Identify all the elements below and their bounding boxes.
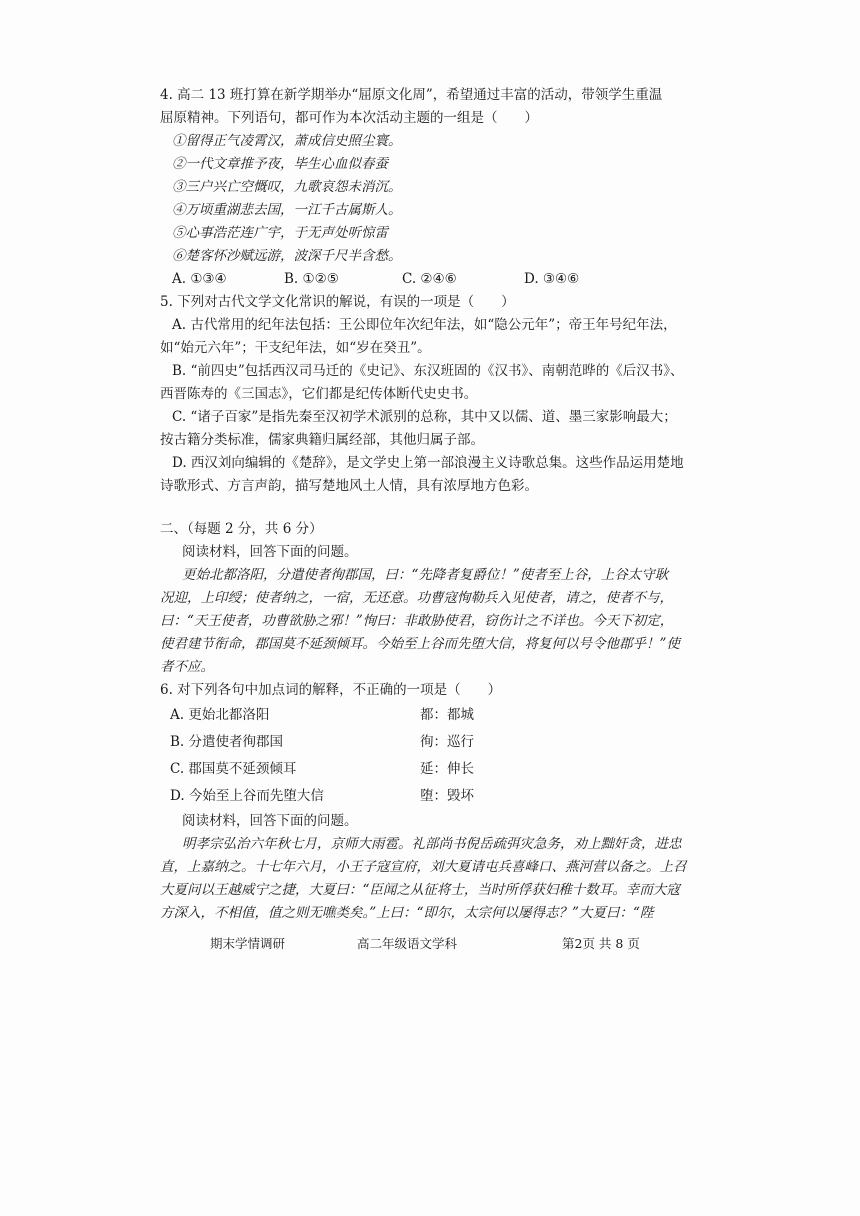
q5-option-line: A. 古代常用的纪年法包括：王公即位年次纪年法，如“隐公元年”；帝王年号纪年法， bbox=[172, 317, 677, 333]
q4-option-d: D. ③④⑥ bbox=[524, 271, 580, 287]
page-footer bbox=[210, 934, 690, 952]
q4-item: ⑤心事浩茫连广宇，于无声处听惊雷 bbox=[172, 225, 388, 241]
section-2-heading: 二、（每题 2 分，共 6 分） bbox=[160, 521, 323, 537]
section-2 bbox=[160, 518, 705, 679]
passage-line: 明孝宗弘治六年秋七月，京师大雨雹。礼部尚书倪岳疏弭灾急务，劝上黜奸贪，进忠 bbox=[182, 836, 682, 852]
q6-option-gloss: 徇：巡行 bbox=[420, 734, 474, 750]
passage-line: 直，上嘉纳之。十七年六月，小王子寇宣府，刘大夏请屯兵喜峰口、燕河营以备之。上召 bbox=[160, 859, 687, 875]
q6-stem: 6. 对下列各句中加点词的解释，不正确的一项是（ ） bbox=[160, 682, 502, 698]
q5-option-line: 诗歌形式、方言声韵，描写楚地风土人情，具有浓厚地方色彩。 bbox=[160, 478, 538, 494]
q4-option-b: B. ①②⑤ bbox=[284, 271, 339, 287]
q6-option-row bbox=[160, 783, 705, 810]
q6-option-row bbox=[160, 729, 705, 756]
q5-option-line: 如“始元六年”；干支纪年法，如“岁在癸丑”。 bbox=[160, 340, 431, 356]
q4-options bbox=[160, 268, 705, 291]
footer-page-number: 第2页 共 8 页 bbox=[562, 936, 640, 951]
q4-item: ②一代文章推予夜，毕生心血似春蚕 bbox=[172, 156, 388, 172]
passage-line: 使君建节衔命，郡国莫不延颈倾耳。今始至上谷而先堕大信，将复何以号令他郡乎！”使 bbox=[160, 636, 680, 652]
reading-instruction: 阅读材料，回答下面的问题。 bbox=[182, 544, 358, 560]
q5-option-line: C. “诸子百家”是指先秦至汉初学术派别的总称，其中又以儒、道、墨三家影响最大； bbox=[172, 409, 677, 425]
q4-option-a: A. ①③④ bbox=[172, 271, 227, 287]
q5-option-line: 西晋陈寿的《三国志》，它们都是纪传体断代史史书。 bbox=[160, 386, 478, 402]
exam-content bbox=[160, 84, 705, 925]
q4-option-c: C. ②④⑥ bbox=[402, 271, 457, 287]
q5-option-line: D. 西汉刘向编辑的《楚辞》，是文学史上第一部浪漫主义诗歌总集。这些作品运用楚地 bbox=[172, 455, 684, 471]
question-4 bbox=[160, 84, 705, 291]
passage-line: 况迎，上印绶；使者纳之，一宿，无还意。功曹寇恂勒兵入见使者，请之，使者不与， bbox=[160, 590, 673, 606]
q5-stem: 5. 下列对古代文学文化常识的解说，有误的一项是（ ） bbox=[160, 294, 515, 310]
q6-option-sentence: A. 更始北都洛阳 bbox=[170, 707, 270, 723]
q4-stem-line-1: 4. 高二 13 班打算在新学期举办“屈原文化周”，希望通过丰富的活动，带领学生重温 bbox=[160, 87, 663, 103]
q6-option-row bbox=[160, 702, 705, 729]
q6-option-sentence: C. 郡国莫不延颈倾耳 bbox=[170, 761, 297, 777]
q6-option-sentence: B. 分遣使者徇郡国 bbox=[170, 734, 284, 750]
q6-option-gloss: 堕：毁坏 bbox=[420, 788, 474, 804]
question-6 bbox=[160, 679, 705, 810]
q5-option-line: 按古籍分类标准，儒家典籍归属经部，其他归属子部。 bbox=[160, 432, 484, 448]
q6-option-sentence: D. 今始至上谷而先堕大信 bbox=[170, 788, 324, 804]
passage-line: 曰：“天王使者，功曹欲胁之邪！”恂曰：非敢胁使君，窃伤计之不详也。今天下初定， bbox=[160, 613, 674, 629]
q6-option-row bbox=[160, 756, 705, 783]
question-5 bbox=[160, 291, 705, 498]
footer-subject: 高二年级语文学科 bbox=[357, 936, 458, 951]
q6-option-gloss: 延：伸长 bbox=[420, 761, 474, 777]
footer-exam-name: 期末学情调研 bbox=[210, 936, 286, 951]
q4-item: ③三户兴亡空慨叹，九歌哀怨未消沉。 bbox=[172, 179, 402, 195]
reading-instruction: 阅读材料，回答下面的问题。 bbox=[182, 813, 358, 829]
q5-option-line: B. “前四史”包括西汉司马迁的《史记》、东汉班固的《汉书》、南朝范晔的《后汉书》、 bbox=[172, 363, 684, 379]
q4-item: ①留得正气凌霄汉，萧成信史照尘寰。 bbox=[172, 133, 402, 149]
q4-item: ④万顷重湖悲去国，一江千古属斯人。 bbox=[172, 202, 402, 218]
passage-line: 更始北都洛阳，分遣使者徇郡国，曰：“先降者复爵位！”使者至上谷，上谷太守耿 bbox=[182, 567, 669, 583]
q4-stem-line-2: 屈原精神。下列语句，都可作为本次活动主题的一组是（ ） bbox=[160, 110, 538, 126]
passage-line: 大夏问以王越威宁之捷，大夏曰：“臣闻之从征将士，当时所俘获妇稚十数耳。幸而大寇 bbox=[160, 882, 680, 898]
q4-item: ⑥楚客怀沙赋远游，波深千尺半含愁。 bbox=[172, 248, 402, 264]
passage-line: 方深入，不相值，值之则无噍类矣。”上曰：“即尔，太宗何以屡得志？”大夏曰：“陛 bbox=[160, 905, 654, 921]
q6-option-gloss: 都：都城 bbox=[420, 707, 474, 723]
passage-line: 者不应。 bbox=[160, 659, 214, 675]
reading-2 bbox=[160, 810, 705, 925]
